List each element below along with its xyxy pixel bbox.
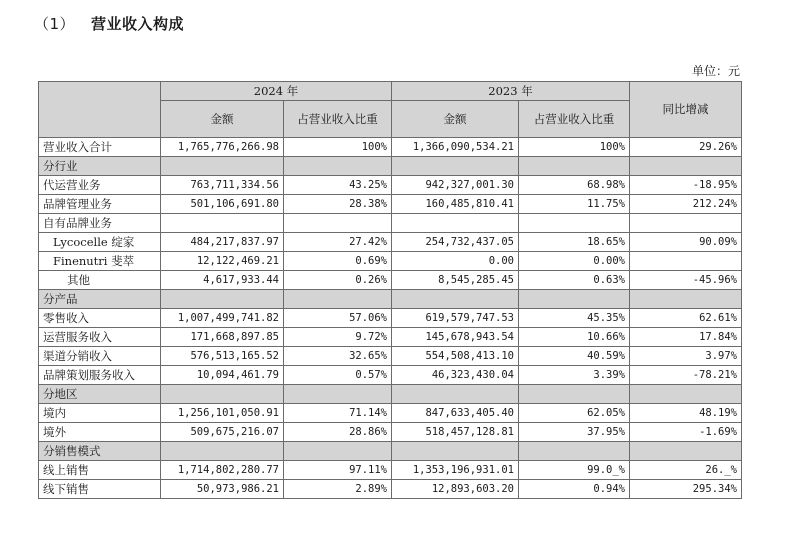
table-row [39, 461, 742, 480]
section-number: （1） [34, 15, 76, 33]
header-blank [39, 82, 161, 138]
table-row [39, 309, 742, 328]
row-label: 运营服务收入 [39, 328, 161, 347]
share-2023: 100% [519, 138, 630, 157]
share-2024: 0.69% [284, 252, 392, 271]
header-amount-2024: 金额 [161, 101, 284, 138]
yoy-change: 212.24% [630, 195, 742, 214]
share-2024 [284, 290, 392, 309]
row-label: 渠道分销收入 [39, 347, 161, 366]
row-label: 境内 [39, 404, 161, 423]
amount-2023: 1,366,090,534.21 [392, 138, 519, 157]
share-2024: 57.06% [284, 309, 392, 328]
amount-2023: 1,353,196,931.01 [392, 461, 519, 480]
header-2024: 2024 年 [161, 82, 392, 101]
amount-2023 [392, 290, 519, 309]
row-label: 分地区 [39, 385, 161, 404]
header-share-2023: 占营业收入比重 [519, 101, 630, 138]
table-row [39, 404, 742, 423]
section-row [39, 442, 742, 461]
row-label: 自有品牌业务 [39, 214, 161, 233]
share-2024: 27.42% [284, 233, 392, 252]
share-2023: 3.39% [519, 366, 630, 385]
share-2024: 100% [284, 138, 392, 157]
share-2023: 11.75% [519, 195, 630, 214]
table-row [39, 480, 742, 499]
amount-2024: 10,094,461.79 [161, 366, 284, 385]
amount-2024 [161, 290, 284, 309]
yoy-change: 295.34% [630, 480, 742, 499]
table-row [39, 233, 742, 252]
table-row [39, 271, 742, 290]
table-row [39, 347, 742, 366]
share-2024 [284, 385, 392, 404]
share-2023: 10.66% [519, 328, 630, 347]
share-2023 [519, 442, 630, 461]
share-2023 [519, 157, 630, 176]
row-label: 分产品 [39, 290, 161, 309]
amount-2024: 50,973,986.21 [161, 480, 284, 499]
amount-2023 [392, 442, 519, 461]
amount-2024: 763,711,334.56 [161, 176, 284, 195]
amount-2023 [392, 385, 519, 404]
table-row [39, 423, 742, 442]
share-2023 [519, 214, 630, 233]
amount-2023: 145,678,943.54 [392, 328, 519, 347]
section-heading [34, 13, 184, 34]
yoy-change [630, 442, 742, 461]
amount-2023: 8,545,285.45 [392, 271, 519, 290]
row-label: 分行业 [39, 157, 161, 176]
share-2024: 32.65% [284, 347, 392, 366]
share-2024: 0.26% [284, 271, 392, 290]
share-2023: 37.95% [519, 423, 630, 442]
revenue-composition-table [38, 81, 742, 499]
header-share-2024 [284, 101, 392, 138]
row-label: 品牌策划服务收入 [39, 366, 161, 385]
table-row [39, 195, 742, 214]
amount-2023: 847,633,405.40 [392, 404, 519, 423]
amount-2024 [161, 214, 284, 233]
amount-2023: 0.00 [392, 252, 519, 271]
amount-2024: 501,106,691.80 [161, 195, 284, 214]
section-row [39, 157, 742, 176]
yoy-change: -78.21% [630, 366, 742, 385]
amount-2023: 254,732,437.05 [392, 233, 519, 252]
yoy-change: 62.61% [630, 309, 742, 328]
amount-2024: 171,668,897.85 [161, 328, 284, 347]
share-2024 [284, 214, 392, 233]
share-2023 [519, 290, 630, 309]
section-row [39, 290, 742, 309]
header-yoy: 同比增减 [630, 82, 742, 138]
amount-2024: 1,765,776,266.98 [161, 138, 284, 157]
table-row [39, 138, 742, 157]
share-2023: 0.94% [519, 480, 630, 499]
share-2023: 68.98% [519, 176, 630, 195]
section-title: 营业收入构成 [91, 15, 185, 33]
amount-2024: 12,122,469.21 [161, 252, 284, 271]
table-row [39, 366, 742, 385]
header-2023: 2023 年 [392, 82, 630, 101]
amount-2024: 484,217,837.97 [161, 233, 284, 252]
amount-2024: 4,617,933.44 [161, 271, 284, 290]
yoy-change [630, 290, 742, 309]
yoy-change: 17.84% [630, 328, 742, 347]
amount-2023: 46,323,430.04 [392, 366, 519, 385]
yoy-change: -45.96% [630, 271, 742, 290]
yoy-change: -18.95% [630, 176, 742, 195]
yoy-change [630, 157, 742, 176]
share-2024: 43.25% [284, 176, 392, 195]
amount-2023: 12,893,603.20 [392, 480, 519, 499]
yoy-change: 26._% [630, 461, 742, 480]
amount-2023: 518,457,128.81 [392, 423, 519, 442]
share-2024: 28.38% [284, 195, 392, 214]
amount-2023: 160,485,810.41 [392, 195, 519, 214]
header-share-2024-text: 占营业收入比重 [297, 112, 378, 126]
table-row [39, 252, 742, 271]
share-2024: 0.57% [284, 366, 392, 385]
row-label: 境外 [39, 423, 161, 442]
row-label: Lycocelle 绽家 [39, 233, 161, 252]
share-2023 [519, 385, 630, 404]
row-label: 营业收入合计 [39, 138, 161, 157]
amount-2024: 1,714,802,280.77 [161, 461, 284, 480]
share-2024: 28.86% [284, 423, 392, 442]
amount-2024: 509,675,216.07 [161, 423, 284, 442]
amount-2023 [392, 157, 519, 176]
table-row [39, 214, 742, 233]
amount-2024: 576,513,165.52 [161, 347, 284, 366]
yoy-change: 3.97% [630, 347, 742, 366]
row-label: 线下销售 [39, 480, 161, 499]
row-label: 代运营业务 [39, 176, 161, 195]
share-2024: 9.72% [284, 328, 392, 347]
row-label: 品牌管理业务 [39, 195, 161, 214]
row-label: 线上销售 [39, 461, 161, 480]
amount-2024 [161, 385, 284, 404]
table-body [39, 138, 742, 499]
yoy-change: 29.26% [630, 138, 742, 157]
yoy-change: -1.69% [630, 423, 742, 442]
yoy-change [630, 214, 742, 233]
yoy-change [630, 252, 742, 271]
header-amount-2023: 金额 [392, 101, 519, 138]
amount-2023 [392, 214, 519, 233]
table-row [39, 176, 742, 195]
row-label: Finenutri 斐萃 [39, 252, 161, 271]
row-label: 其他 [39, 271, 161, 290]
amount-2024 [161, 157, 284, 176]
amount-2024: 1,256,101,050.91 [161, 404, 284, 423]
share-2023: 45.35% [519, 309, 630, 328]
yoy-change: 90.09% [630, 233, 742, 252]
amount-2024: 1,007,499,741.82 [161, 309, 284, 328]
yoy-change: 48.19% [630, 404, 742, 423]
share-2023: 62.05% [519, 404, 630, 423]
share-2023: 40.59% [519, 347, 630, 366]
header-row-years [39, 82, 742, 101]
share-2024: 97.11% [284, 461, 392, 480]
amount-2024 [161, 442, 284, 461]
share-2023: 0.63% [519, 271, 630, 290]
yoy-change [630, 385, 742, 404]
row-label: 零售收入 [39, 309, 161, 328]
share-2024: 2.89% [284, 480, 392, 499]
row-label: 分销售模式 [39, 442, 161, 461]
share-2024 [284, 442, 392, 461]
amount-2023: 554,508,413.10 [392, 347, 519, 366]
share-2024: 71.14% [284, 404, 392, 423]
section-row [39, 385, 742, 404]
share-2023: 99.0_% [519, 461, 630, 480]
table-row [39, 328, 742, 347]
share-2023: 0.00% [519, 252, 630, 271]
unit-label: 单位：元 [691, 64, 740, 78]
share-2023: 18.65% [519, 233, 630, 252]
amount-2023: 942,327,001.30 [392, 176, 519, 195]
amount-2023: 619,579,747.53 [392, 309, 519, 328]
share-2024 [284, 157, 392, 176]
